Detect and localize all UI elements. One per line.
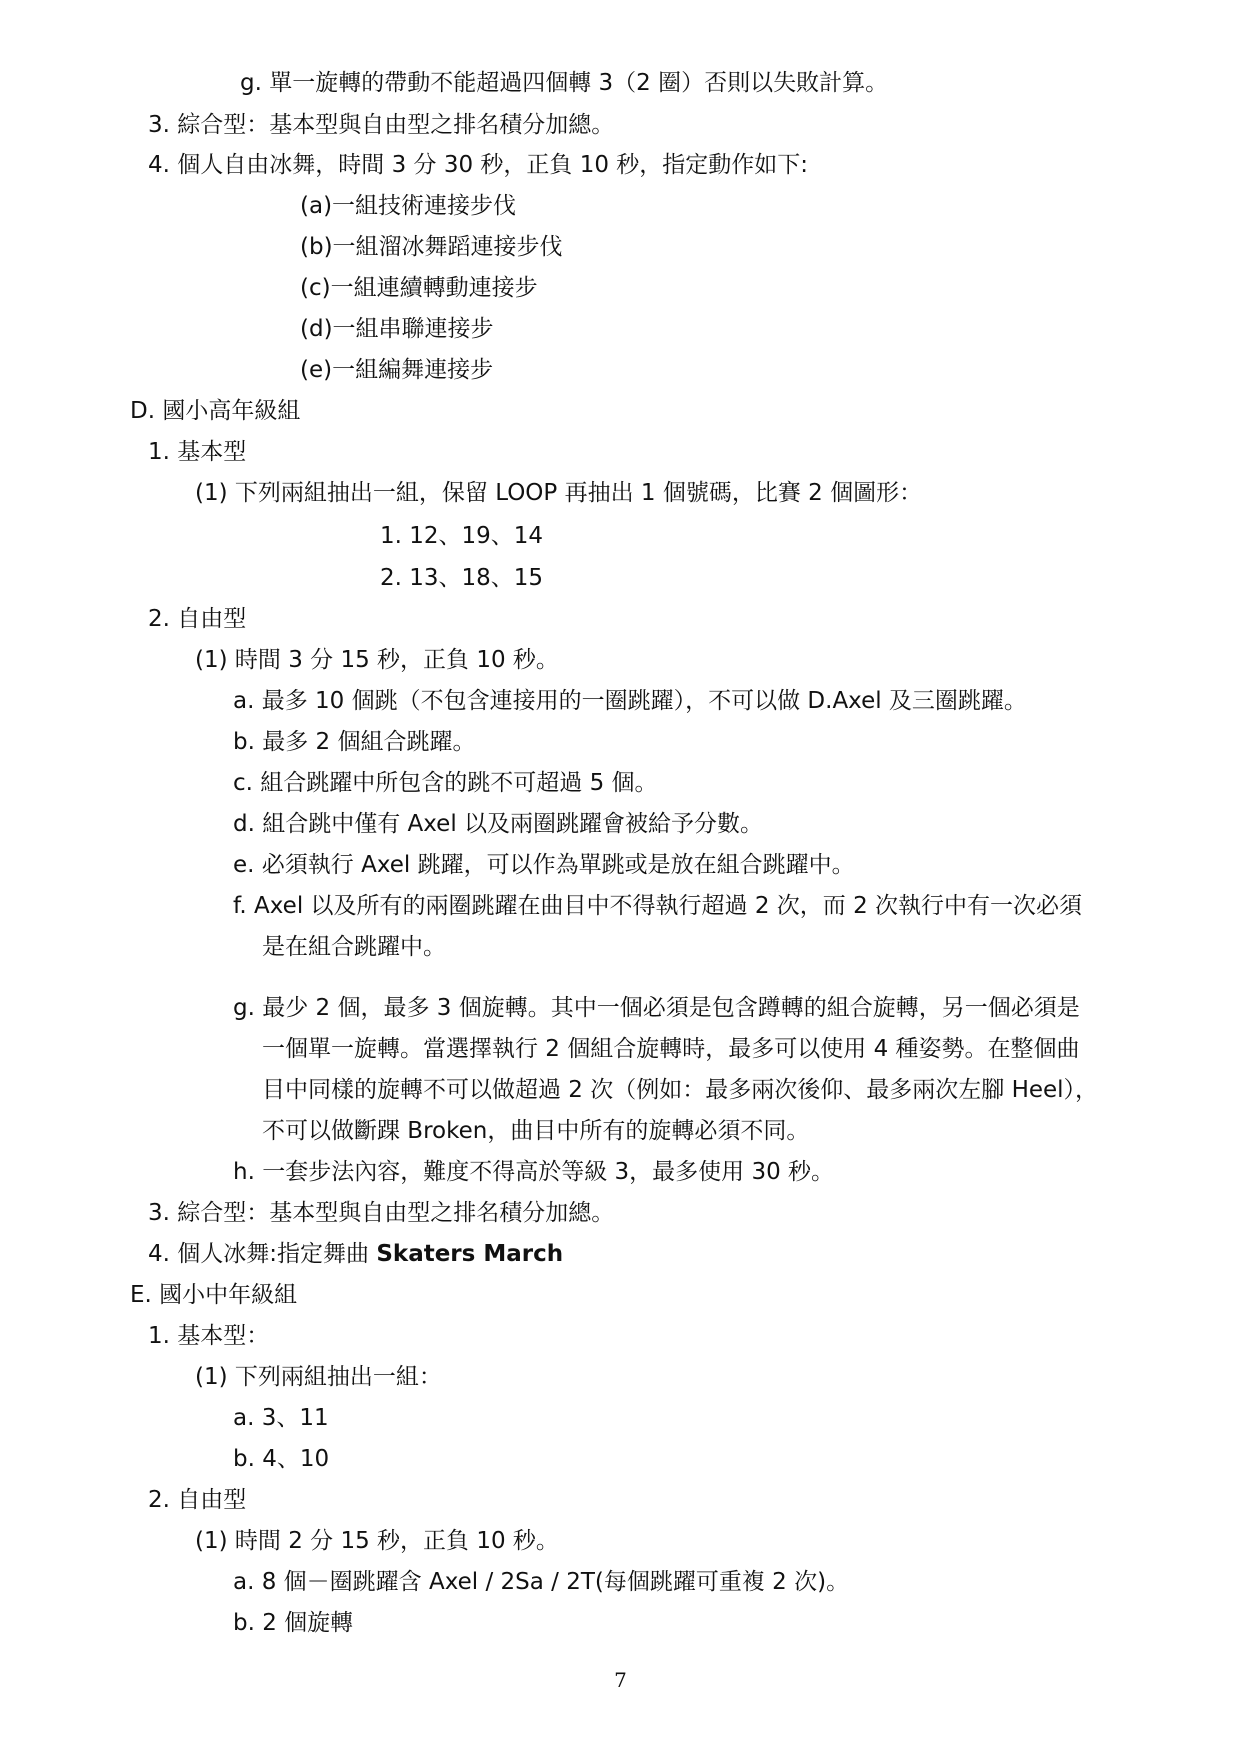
list-item: a. 3、11 xyxy=(233,1405,329,1431)
section-heading: E. 國小中年級組 xyxy=(130,1282,298,1308)
text-line: (1) 下列兩組抽出一組，保留 LOOP 再抽出 1 個號碼，比賽 2 個圖形： xyxy=(195,480,923,506)
subsection-heading: 1. 基本型： xyxy=(148,1323,270,1349)
subsection-heading: 2. 自由型 xyxy=(148,606,247,632)
list-item: g. 最少 2 個，最多 3 個旋轉。其中一個必須是包含蹲轉的組合旋轉，另一個必須是 xyxy=(233,995,1080,1021)
list-item-continuation: 目中同樣的旋轉不可以做超過 2 次（例如：最多兩次後仰、最多兩次左腳 Heel）， xyxy=(262,1077,1099,1103)
text-line: 3. 綜合型：基本型與自由型之排名積分加總。 xyxy=(148,1200,615,1226)
list-item-continuation: 是在組合跳躍中。 xyxy=(262,934,446,960)
list-item: 2. 13、18、15 xyxy=(380,565,544,591)
section-heading: D. 國小高年級組 xyxy=(130,398,301,424)
list-item-continuation: 不可以做斷踝 Broken，曲目中所有的旋轉必須不同。 xyxy=(262,1118,810,1144)
list-item: h. 一套步法內容，難度不得高於等級 3，最多使用 30 秒。 xyxy=(233,1159,835,1185)
text-line: (1) 時間 2 分 15 秒，正負 10 秒。 xyxy=(195,1528,559,1554)
list-item: c. 組合跳躍中所包含的跳不可超過 5 個。 xyxy=(233,770,658,796)
list-item-continuation: 一個單一旋轉。當選擇執行 2 個組合旋轉時，最多可以使用 4 種姿勢。在整個曲 xyxy=(262,1036,1080,1062)
list-item: b. 2 個旋轉 xyxy=(233,1610,354,1636)
list-item: (b)一組溜冰舞蹈連接步伐 xyxy=(300,234,563,260)
text-line: (1) 下列兩組抽出一組： xyxy=(195,1364,442,1390)
list-item: b. 4、10 xyxy=(233,1446,330,1472)
list-item: b. 最多 2 個組合跳躍。 xyxy=(233,729,476,755)
subsection-heading: 2. 自由型 xyxy=(148,1487,247,1513)
list-item: f. Axel 以及所有的兩圈跳躍在曲目中不得執行超過 2 次，而 2 次執行中有一次必須 xyxy=(233,893,1083,919)
list-item: (d)一組串聯連接步 xyxy=(300,316,494,342)
list-item: (a)一組技術連接步伐 xyxy=(300,193,517,219)
list-item: a. 8 個－圈跳躍含 Axel / 2Sa / 2T(每個跳躍可重複 2 次)。 xyxy=(233,1569,850,1595)
text-line: (1) 時間 3 分 15 秒，正負 10 秒。 xyxy=(195,647,559,673)
text-line: 4. 個人自由冰舞，時間 3 分 30 秒，正負 10 秒，指定動作如下: xyxy=(148,152,809,178)
subsection-heading: 1. 基本型 xyxy=(148,439,247,465)
music-title: Skaters March xyxy=(376,1241,564,1267)
text-line: g. 單一旋轉的帶動不能超過四個轉 3（2 圈）否則以失敗計算。 xyxy=(240,70,889,96)
text-line xyxy=(148,1239,563,1269)
list-item: e. 必須執行 Axel 跳躍，可以作為單跳或是放在組合跳躍中。 xyxy=(233,852,855,878)
list-item: (c)一組連續轉動連接步 xyxy=(300,275,538,301)
text-line-prefix: 4. 個人冰舞:指定舞曲 xyxy=(148,1241,377,1267)
list-item: d. 組合跳中僅有 Axel 以及兩圈跳躍會被給予分數。 xyxy=(233,811,764,837)
text-line: 3. 綜合型：基本型與自由型之排名積分加總。 xyxy=(148,112,615,138)
page-number: 7 xyxy=(614,1668,627,1692)
list-item: 1. 12、19、14 xyxy=(380,523,544,549)
list-item: (e)一組編舞連接步 xyxy=(300,357,494,383)
list-item: a. 最多 10 個跳（不包含連接用的一圈跳躍），不可以做 D.Axel 及三圈跳躍。 xyxy=(233,688,1027,714)
